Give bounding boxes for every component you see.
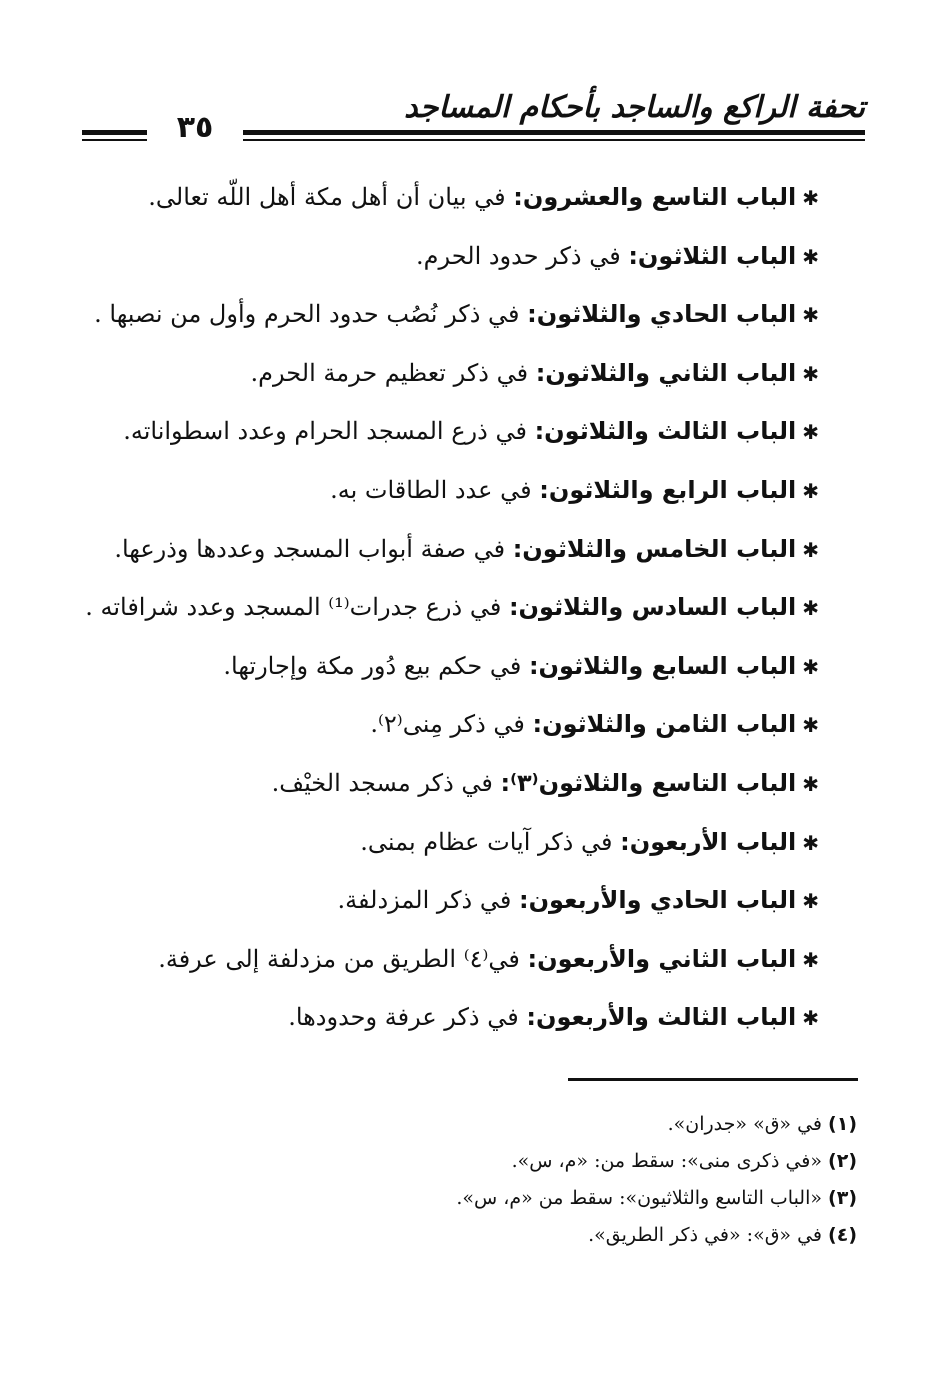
chapter-text: في ذكر مسجد الخيْف.: [271, 768, 493, 797]
chapter-label: الباب الثاني والأربعون:: [527, 944, 797, 973]
chapter-label: الباب الثاني والثلاثون:: [535, 358, 797, 387]
chapter-entry: [59, 930, 819, 989]
footnote-text: في «ق» «جدران».: [667, 1113, 823, 1135]
chapter-label: الباب الثالث والثلاثون:: [534, 417, 797, 446]
asterisk-icon: ✱: [802, 654, 819, 679]
chapter-entry: [59, 227, 819, 286]
footnote: [97, 1217, 857, 1254]
chapter-entry: [59, 813, 819, 872]
asterisk-icon: ✱: [802, 830, 819, 855]
chapter-label: الباب الثلاثون:: [628, 241, 797, 270]
chapter-entry: [59, 520, 819, 579]
chapter-label: الباب الثامن والثلاثون:: [532, 710, 797, 739]
chapter-entry: [59, 402, 819, 461]
footnote: [97, 1143, 857, 1180]
asterisk-icon: ✱: [802, 1006, 819, 1031]
chapter-label: الباب الحادي والثلاثون:: [527, 300, 797, 329]
chapter-text: في ذرع المسجد الحرام وعدد اسطواناته.: [123, 417, 527, 446]
chapter-text: في ذكر حدود الحرم.: [416, 241, 621, 270]
chapter-text: في حكم بيع دُور مكة وإجارتها.: [223, 651, 522, 680]
chapter-text: في ذكر تعظيم حرمة الحرم.: [250, 358, 529, 387]
chapter-entry: [59, 871, 819, 930]
asterisk-icon: ✱: [802, 771, 819, 796]
chapter-label: الباب الثالث والأربعون:: [526, 1003, 797, 1032]
chapter-text: في عدد الطاقات به.: [330, 475, 532, 504]
chapter-entry: [59, 285, 819, 344]
footnote-number: (٢): [828, 1150, 857, 1172]
chapter-label: الباب التاسع والعشرون:: [513, 183, 797, 211]
chapter-text: في ذكر المزدلفة.: [337, 886, 512, 915]
asterisk-icon: ✱: [802, 889, 819, 914]
chapter-text: في⁽٤⁾ الطريق من مزدلفة إلى عرفة.: [158, 944, 520, 973]
chapter-entry: [59, 754, 819, 813]
chapter-entry: [59, 637, 819, 696]
chapter-label: الباب الخامس والثلاثون:: [512, 534, 797, 563]
chapter-text: في ذكر نُصُب حدود الحرم وأول من نصبها .: [94, 300, 520, 329]
footnotes: [97, 1106, 857, 1254]
chapter-label: الباب الرابع والثلاثون:: [539, 475, 797, 504]
footnote-separator: [568, 1078, 858, 1081]
chapter-text: في صفة أبواب المسجد وعددها وذرعها.: [114, 534, 506, 563]
chapter-entry: [59, 168, 819, 227]
chapter-list: [59, 168, 819, 1047]
footnote: [97, 1106, 857, 1143]
footnote-number: (٤): [828, 1224, 857, 1246]
chapter-label: الباب الأربعون:: [620, 827, 797, 856]
footnote-text: «الباب التاسع والثلاثيون»: سقط من «م، س».: [456, 1187, 823, 1209]
footnote: [97, 1180, 857, 1217]
asterisk-icon: ✱: [802, 947, 819, 972]
chapter-entry: [59, 461, 819, 520]
asterisk-icon: ✱: [802, 186, 819, 210]
chapter-text: في ذكر آيات عظام بمنى.: [360, 827, 613, 856]
chapter-entry: [59, 344, 819, 403]
chapter-text: في بيان أن أهل مكة أهل اللّه تعالى.: [148, 183, 506, 211]
chapter-entry: [59, 988, 819, 1047]
chapter-text: في ذرع جدرات⁽¹⁾ المسجد وعدد شرافاته .: [85, 593, 502, 622]
footnote-text: «في ذكرى منى»: سقط من: «م، س».: [511, 1150, 823, 1172]
asterisk-icon: ✱: [802, 361, 819, 386]
chapter-text: في ذكر مِنى⁽٢⁾.: [370, 710, 525, 739]
running-header-title: تحفة الراكع والساجد بأحكام المساجد: [404, 90, 865, 125]
chapter-entry: [59, 578, 819, 637]
asterisk-icon: ✱: [802, 596, 819, 621]
asterisk-icon: ✱: [802, 303, 819, 328]
header-rule-right: [243, 130, 865, 146]
chapter-text: في ذكر عرفة وحدودها.: [288, 1003, 519, 1032]
chapter-entry: [59, 695, 819, 754]
asterisk-icon: ✱: [802, 420, 819, 445]
chapter-label: الباب السادس والثلاثون:: [508, 593, 797, 622]
footnote-text: في «ق»: «في ذكر الطريق».: [588, 1224, 823, 1246]
asterisk-icon: ✱: [802, 478, 819, 503]
footnote-number: (٣): [828, 1187, 857, 1209]
chapter-label: الباب التاسع والثلاثون⁽٣⁾:: [500, 768, 797, 797]
asterisk-icon: ✱: [802, 537, 819, 562]
footnote-number: (١): [828, 1113, 857, 1135]
chapter-label: الباب السابع والثلاثون:: [528, 651, 797, 680]
page-number: ٣٥: [176, 110, 214, 145]
header-rule-left: [82, 130, 147, 146]
asterisk-icon: ✱: [802, 713, 819, 738]
chapter-label: الباب الحادي والأربعون:: [518, 886, 797, 915]
asterisk-icon: ✱: [802, 244, 819, 269]
